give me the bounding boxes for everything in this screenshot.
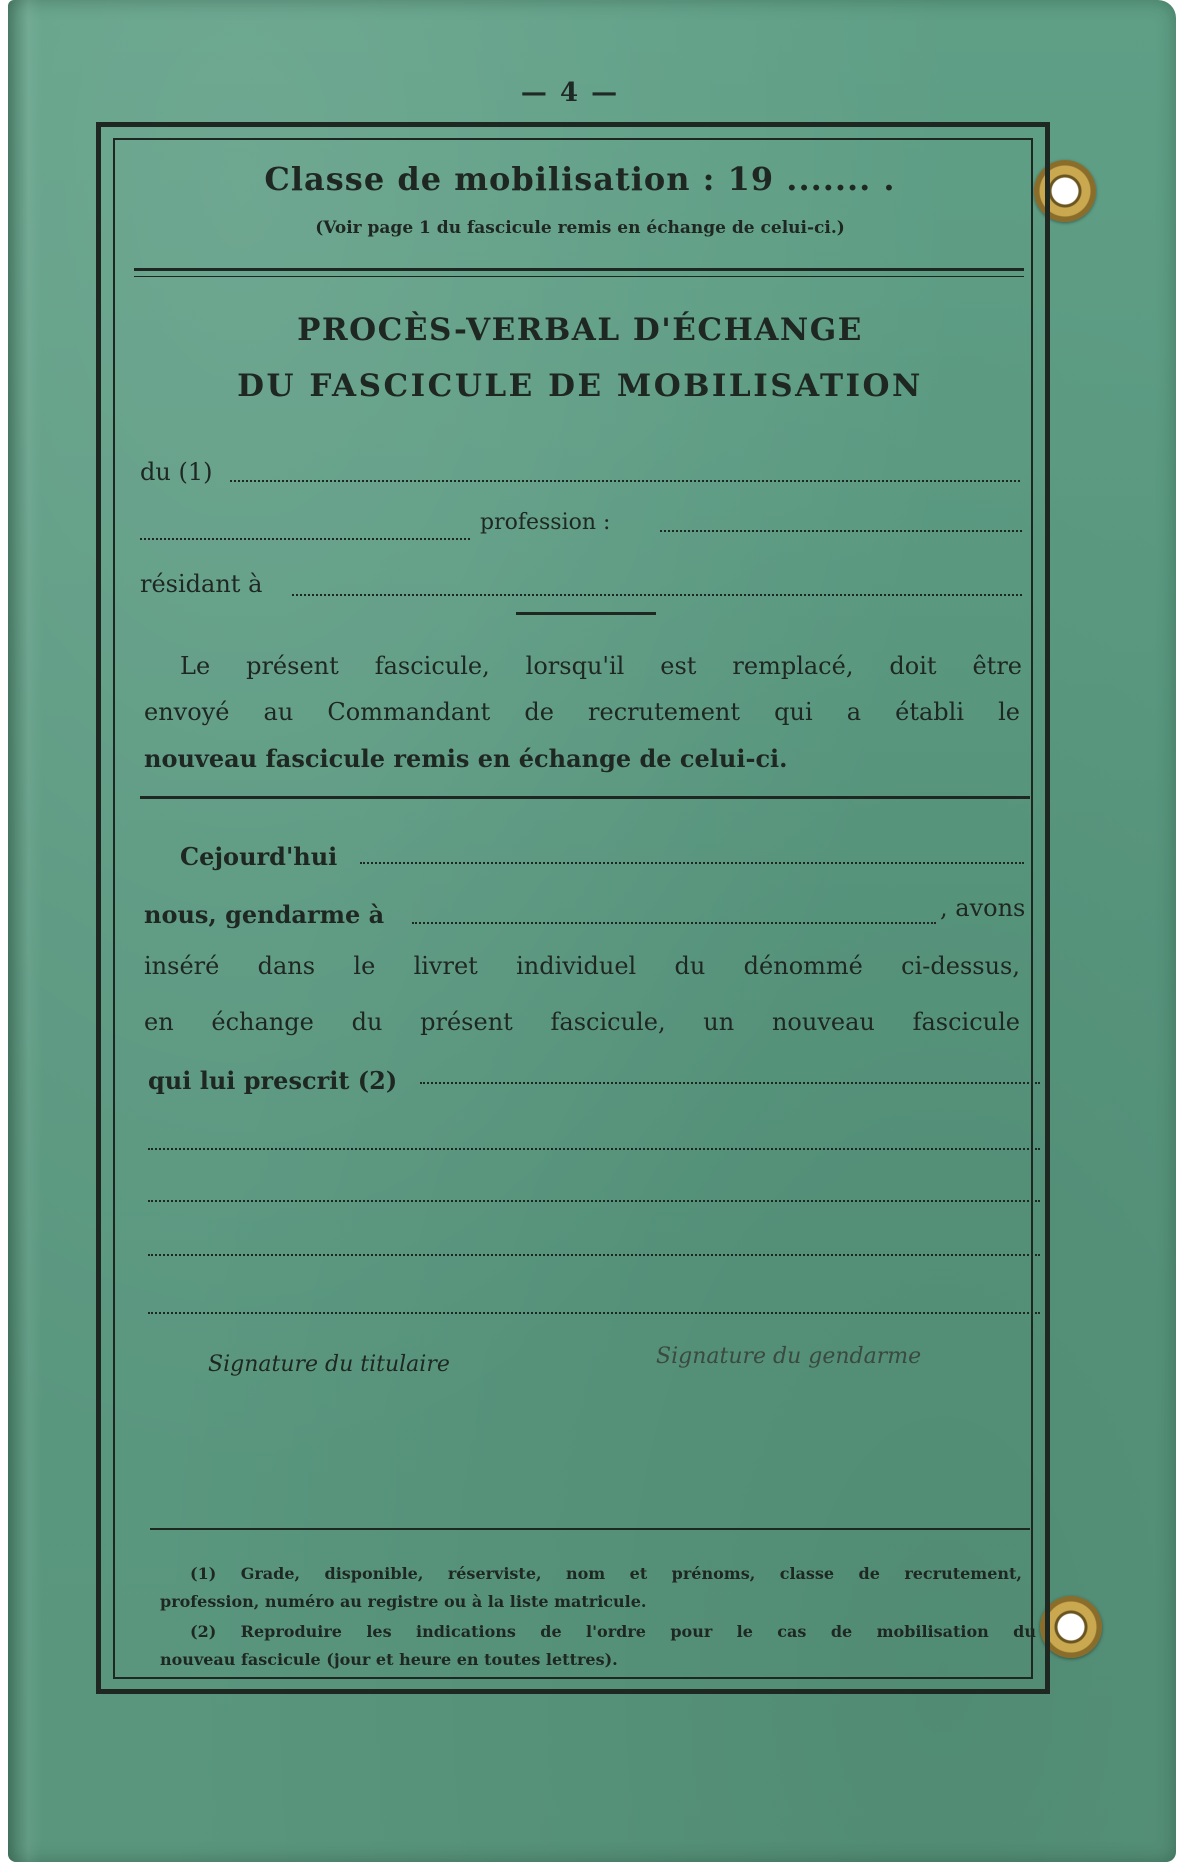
residant-input-line[interactable] (292, 594, 1022, 596)
prescrit-label: qui lui prescrit (2) (148, 1066, 398, 1095)
page-number: — 4 — (520, 78, 620, 108)
signature-gendarme-label: Signature du gendarme (656, 1344, 922, 1369)
footnote-2-line-2: nouveau fascicule (jour et heure en toutes lettres). (160, 1650, 618, 1669)
profession-input-line[interactable] (660, 530, 1022, 532)
footnote-1-line-1: (1) Grade, disponible, réserviste, nom et prénoms, classe de recrutement, (190, 1564, 1022, 1583)
signature-titulaire-label: Signature du titulaire (208, 1352, 450, 1377)
header-divider-thin (134, 276, 1024, 277)
prescrit-extra-line-3[interactable] (148, 1254, 1040, 1256)
section-short-divider (516, 612, 656, 615)
gendarme-label: nous, gendarme à (144, 900, 385, 929)
footnote-2-line-1: (2) Reproduire les indications de l'ordre pour le cas de mobilisation du (190, 1622, 1036, 1641)
gendarme-location-line[interactable] (412, 922, 936, 924)
du-label: du (1) (140, 458, 213, 486)
page-fold-edge (8, 0, 42, 1862)
mobilisation-class-label: Classe de mobilisation : 19 ....... . (264, 160, 896, 198)
notice-line-2: envoyé au Commandant de recrutement qui a établi le (144, 698, 1020, 726)
cejourdhui-input-line[interactable] (360, 862, 1024, 864)
document-title-line2: DU FASCICULE DE MOBILISATION (237, 368, 923, 404)
avons-label: , avons (940, 894, 1026, 922)
footnote-1-line-2: profession, numéro au registre ou à la liste matricule. (160, 1592, 647, 1611)
mobilisation-class-note: (Voir page 1 du fascicule remis en échange de celui-ci.) (315, 218, 845, 238)
report-line-3: inséré dans le livret individuel du dénommé ci-dessus, (144, 952, 1020, 980)
header-divider-thick (134, 268, 1024, 271)
name-continuation-line[interactable] (140, 538, 470, 540)
prescrit-extra-line-4[interactable] (148, 1312, 1040, 1314)
profession-label: profession : (480, 510, 611, 535)
report-line-4: en échange du présent fascicule, un nouveau fascicule (144, 1008, 1020, 1036)
prescrit-input-line[interactable] (420, 1082, 1040, 1084)
notice-line-3: nouveau fascicule remis en échange de celui-ci. (144, 744, 788, 773)
du-input-line[interactable] (230, 480, 1020, 482)
notice-line-1: Le présent fascicule, lorsqu'il est remplacé, doit être (180, 652, 1022, 680)
prescrit-extra-line-2[interactable] (148, 1200, 1040, 1202)
document-title-line1: PROCÈS-VERBAL D'ÉCHANGE (297, 312, 863, 348)
cejourdhui-label: Cejourd'hui (180, 842, 338, 871)
notice-divider (140, 796, 1030, 799)
footnote-divider (150, 1528, 1030, 1530)
prescrit-extra-line-1[interactable] (148, 1148, 1040, 1150)
residant-label: résidant à (140, 570, 263, 598)
